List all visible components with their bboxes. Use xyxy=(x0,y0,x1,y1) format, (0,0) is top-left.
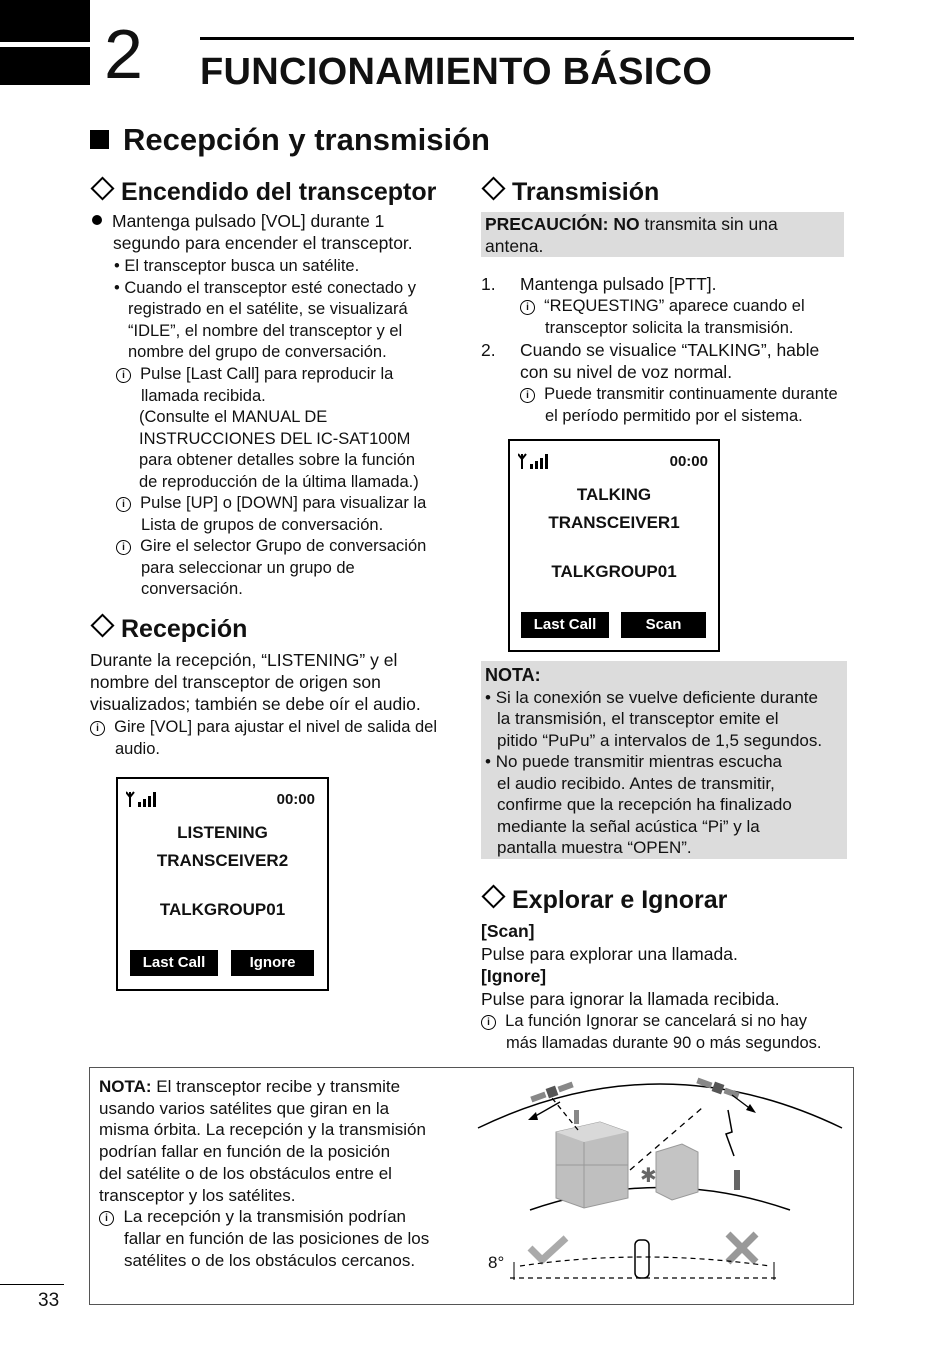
step-2-info: i Puede transmitir continuamente durante el período permitido por el sistema. xyxy=(520,384,860,427)
chapter-tab-bar-bottom xyxy=(0,47,90,85)
lcd-status: LISTENING xyxy=(177,823,268,842)
step-1: 1. Mantenga pulsado [PTT]. xyxy=(481,274,717,294)
lcd-talkgroup: TALKGROUP01 xyxy=(159,900,286,919)
diamond-icon xyxy=(481,176,505,200)
info-icon: i xyxy=(116,368,131,383)
recepcion-info: i Gire [VOL] para ajustar el nivel de salida del audio. xyxy=(90,717,470,760)
info-icon: i xyxy=(99,1211,114,1226)
lcd-status: TALKING xyxy=(576,485,652,504)
recepcion-heading: Recepción xyxy=(90,614,247,644)
step-2: 2. Cuando se visualice “TALKING”, hable con su nivel de voz normal. xyxy=(481,340,820,382)
diamond-icon xyxy=(90,613,114,637)
page-number: 33 xyxy=(38,1290,60,1311)
diamond-icon xyxy=(481,884,505,908)
diamond-icon xyxy=(90,176,114,200)
ignore-softkey[interactable]: Ignore xyxy=(231,950,314,976)
encendido-bullets: • El transceptor busca un satélite. • Cuando el transceptor esté conectado y registrado en el satélite, se visualizará “IDLE”, el nombre del transceptor y el nombre del grupo de conversación. xyxy=(114,257,417,361)
step-1-info: i “REQUESTING” aparece cuando el transceptor solicita la transmisión. xyxy=(520,296,860,339)
bullet-icon xyxy=(92,215,102,225)
transceiver-right xyxy=(734,1170,740,1190)
encendido-heading: Encendido del transceptor xyxy=(90,177,436,207)
encendido-info-1: i Pulse [Last Call] para reproducir la llamada recibida. (Consulte el MANUAL DE INSTRUCCIONES DEL IC-SAT100M para obtener detalles sobre la función de reproducción de la última llamada.) xyxy=(116,364,476,493)
encendido-info-3: i Gire el selector Grupo de conversación para seleccionar un grupo de conversación. xyxy=(116,536,476,601)
info-icon: i xyxy=(520,300,535,315)
signal-strength-icon xyxy=(126,789,160,809)
blocked-mark: ✱ xyxy=(640,1165,657,1187)
recepcion-text: Durante la recepción, “LISTENING” y el nombre del transceptor de origen son visualizados; también se debe oír el audio. xyxy=(90,650,421,714)
info-icon: i xyxy=(116,497,131,512)
info-icon: i xyxy=(116,540,131,555)
encendido-info-2: i Pulse [UP] o [DOWN] para visualizar la Lista de grupos de conversación. xyxy=(116,493,476,536)
orbit-arc xyxy=(478,1084,842,1128)
lcd-transceiver-name: TRANSCEIVER2 xyxy=(156,851,289,870)
lightning-icon xyxy=(726,1110,734,1156)
lcd-transceiver-name: TRANSCEIVER1 xyxy=(548,513,680,532)
chapter-number: 2 xyxy=(104,15,143,93)
info-icon: i xyxy=(90,721,105,736)
chapter-title: FUNCIONAMIENTO BÁSICO xyxy=(200,51,713,93)
note-box-transmission: NOTA: • Si la conexión se vuelve deficiente durante la transmisión, el transceptor emite el pitido “PuPu” a intervalos de 1,5 segundos. • No puede transmitir mientras escucha el audio recibido. Antes de transmitir, confirme que la recepción ha finalizado mediante la señal acústica “Pi” y la pantalla muestra “OPEN”. xyxy=(481,661,847,859)
info-icon: i xyxy=(520,388,535,403)
info-icon: i xyxy=(481,1015,496,1030)
chapter-tab-bar-top xyxy=(0,0,90,42)
lcd-display-receive xyxy=(116,777,329,991)
lcd-display-transmit xyxy=(508,439,720,652)
angle-label: 8° xyxy=(488,1253,505,1272)
lcd-talkgroup: TALKGROUP01 xyxy=(551,562,677,581)
satellite-icon-left xyxy=(530,1080,575,1104)
last-call-softkey[interactable]: Last Call xyxy=(521,612,609,638)
last-call-softkey[interactable]: Last Call xyxy=(130,950,218,976)
encendido-main: Mantenga pulsado [VOL] durante 1 segundo para encender el transceptor. xyxy=(92,210,472,254)
page-number-rule xyxy=(0,1284,64,1285)
lcd-time: 00:00 xyxy=(276,791,315,808)
explorar-heading: Explorar e Ignorar xyxy=(481,885,727,915)
antenna-icon xyxy=(635,1240,649,1278)
house-icon xyxy=(656,1144,698,1200)
explorar-body: [Scan] Pulse para explorar una llamada. [Ignore] Pulse para ignorar la llamada recibida. xyxy=(481,921,780,1009)
check-icon xyxy=(530,1238,566,1260)
satellite-illustration xyxy=(470,1070,850,1300)
chapter-rule xyxy=(200,37,854,40)
caution-box: PRECAUCIÓN: NO transmita sin una antena. xyxy=(481,212,844,257)
scan-softkey[interactable]: Scan xyxy=(621,612,706,638)
transmision-heading: Transmisión xyxy=(481,177,659,207)
explorar-info: i La función Ignorar se cancelará si no hay más llamadas durante 90 o más segundos. xyxy=(481,1011,851,1054)
section-title: Recepción y transmisión xyxy=(90,120,490,160)
note-bottom-text: NOTA: El transceptor recibe y transmite usando varios satélites que giran en la misma órbita. La recepción y la transmisión podrían fallar en función de la posición del satélite o de los obstáculos entre el transceptor y los satélites. i La recepción y la transmisión podrían fallar en función de las posiciones de los satélites o de los obstáculos cercanos. xyxy=(99,1077,430,1270)
lcd-time: 00:00 xyxy=(669,453,708,470)
antenna-roof xyxy=(574,1110,579,1124)
signal-strength-icon xyxy=(518,451,552,471)
square-bullet-icon xyxy=(90,130,109,149)
